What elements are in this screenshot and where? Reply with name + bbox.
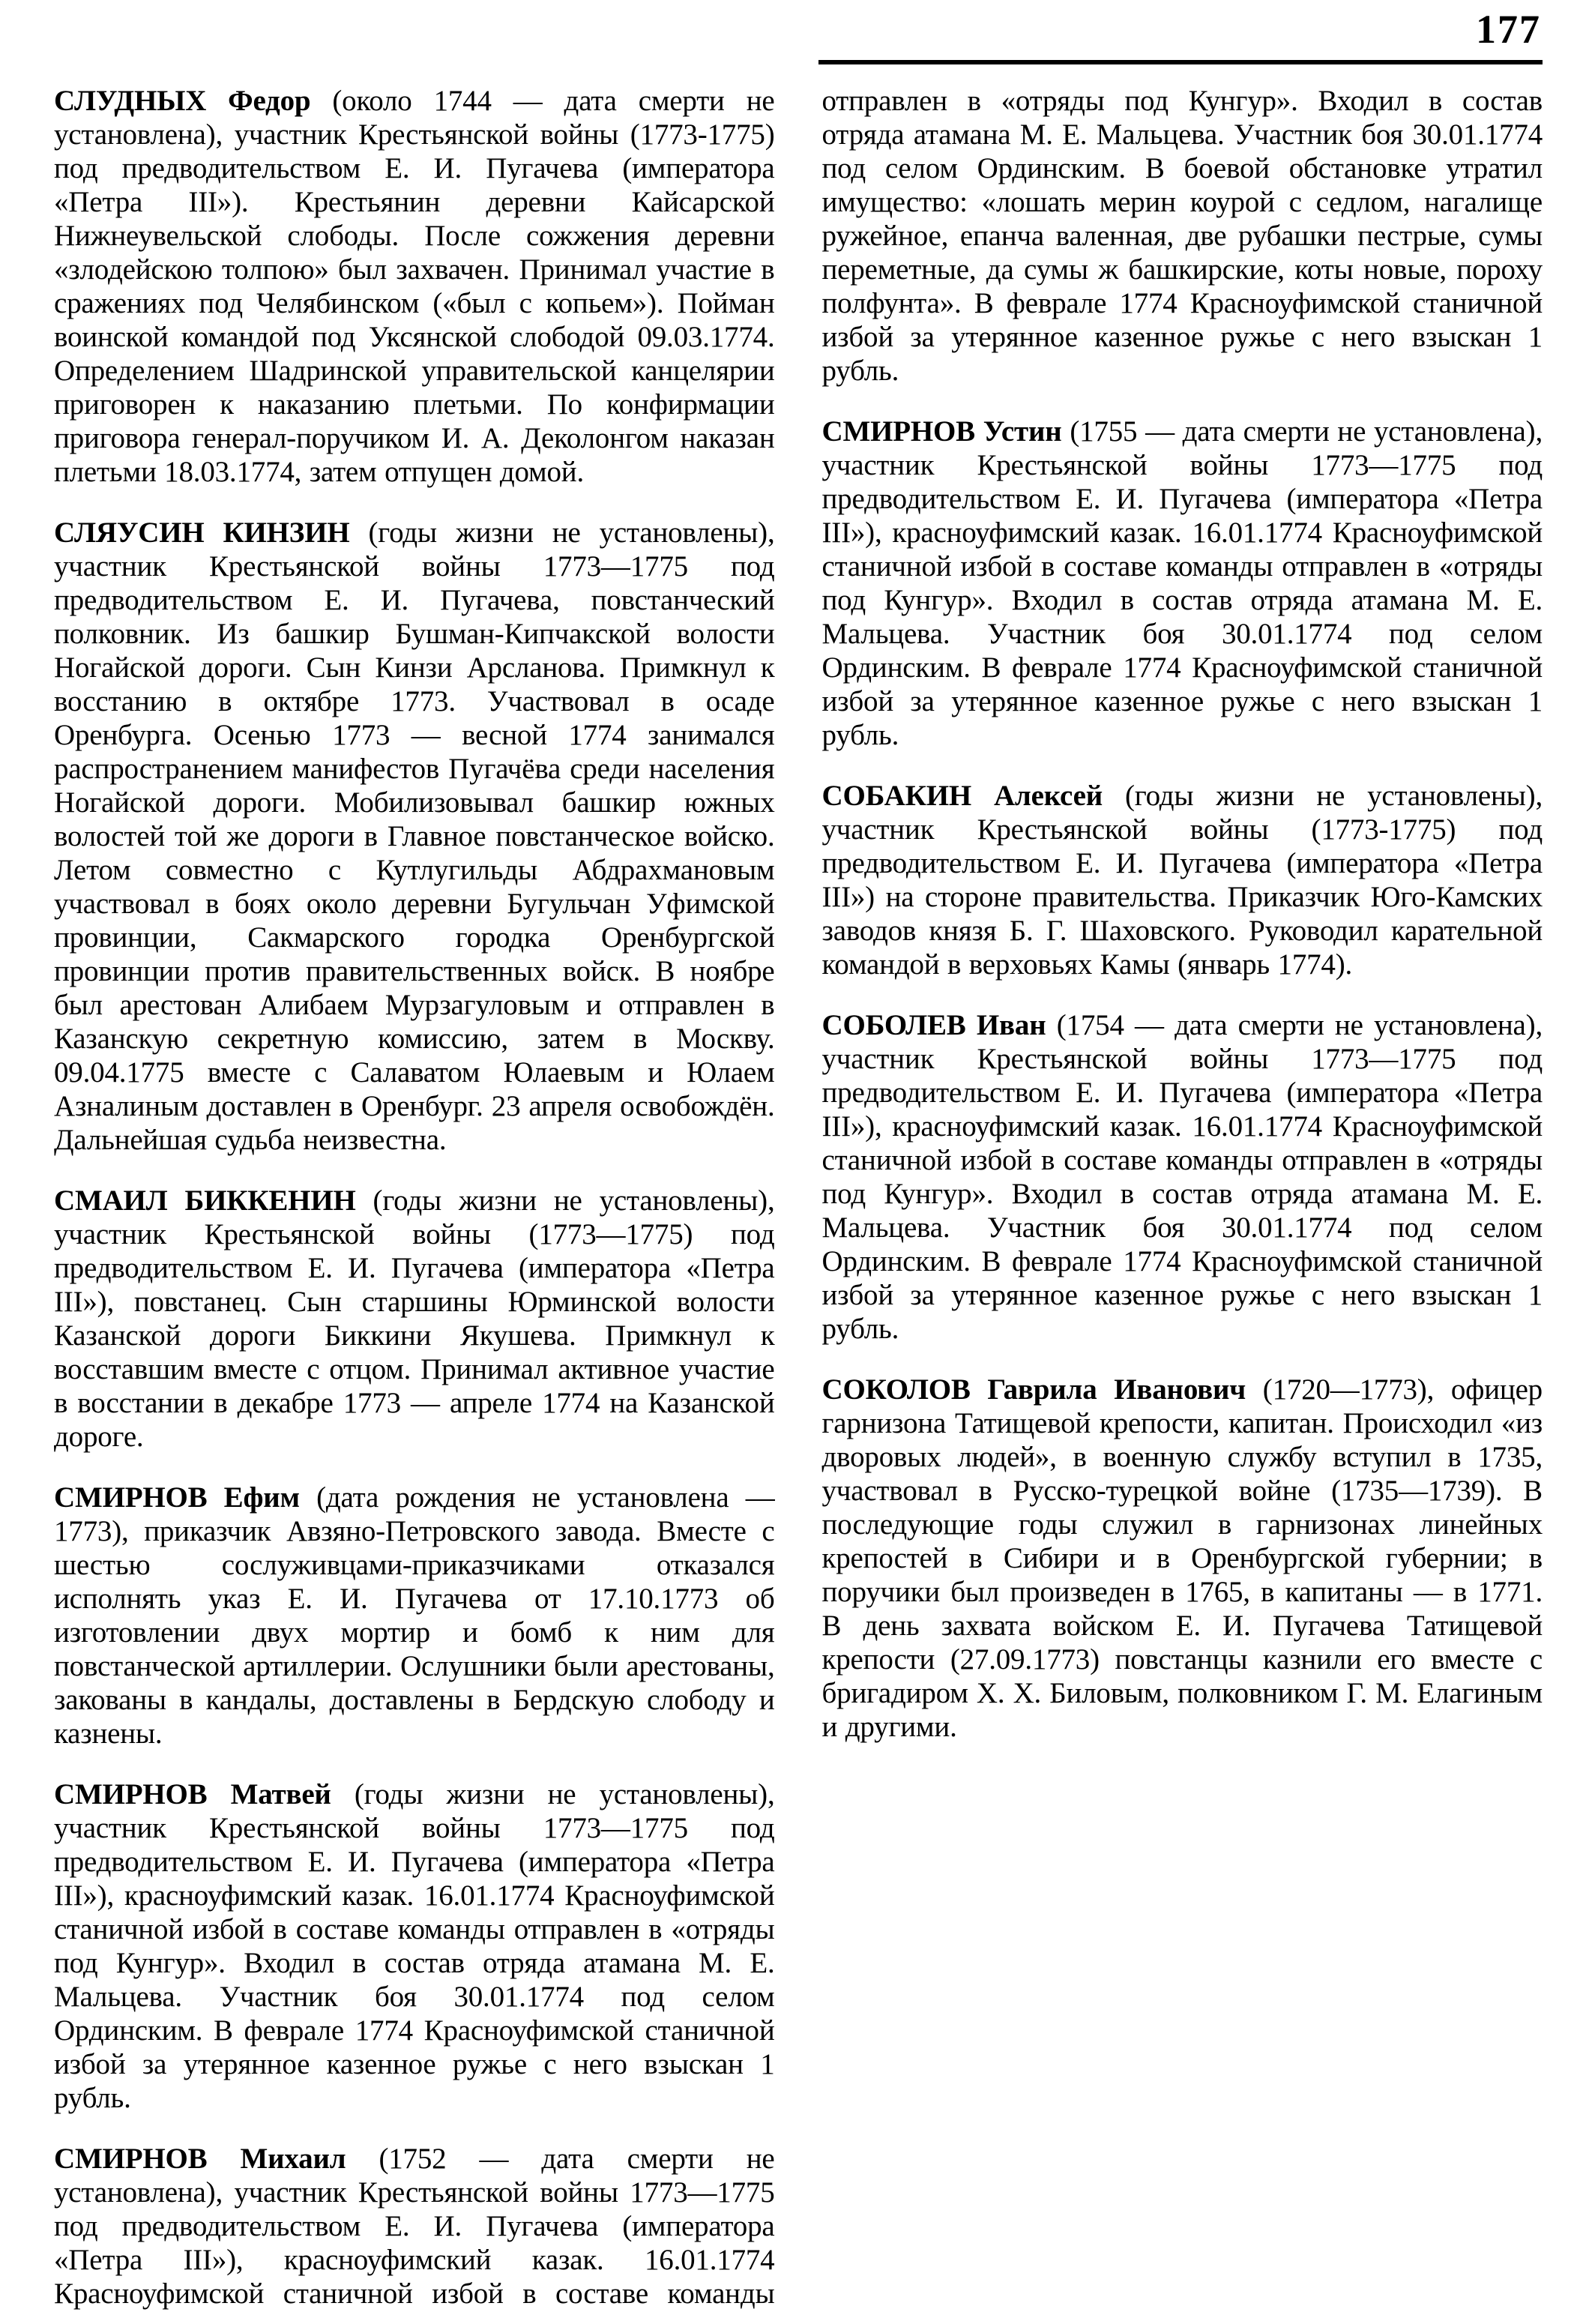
dictionary-entry (54, 1184, 775, 1454)
page-number: 177 (1476, 7, 1541, 52)
entry-headword: СМИРНОВ Матвей (54, 1778, 331, 1810)
entry-headword: СМИРНОВ Ефим (54, 1481, 300, 1514)
entry-text: (годы жизни не установлены), участник Крестьянской войны 1773—1775 под предводительством Е. И. Пугачева (императора «Петра III»), красноуфимский казак. 16.01.1774 Красноуфимской станичной избой в составе команды отправлен в «отряды под Кунгур». Входил в состав отряда атамана М. Е. Мальцева. Участник боя 30.01.1774 под селом Ординским. В феврале 1774 Красноуфимской станичной избой за утерянное казенное ружье с него взыскан 1 рубль. (54, 1778, 775, 2114)
dictionary-entry (54, 84, 775, 489)
dictionary-entry (822, 1373, 1543, 1744)
entry-text: (1720—1773), офицер гарнизона Татищевой крепости, капитан. Происходил «из дворовых людей», в военную службу вступил в 1735, участвовал в Русско-турецкой войне (1735—1739). В последующие годы служил в гарнизонах линейных крепостей в Сибири и в Оренбургской губернии; в поручики был произведен в 1765, в капитаны — в 1771. В день захвата войском Е. И. Пугачева Татищевой крепости (27.09.1773) повстанцы казнили его вместе с бригадиром Х. Х. Биловым, полковником Г. М. Елагиным и другими. (821, 1373, 1543, 1743)
entries-columns (54, 84, 1543, 2318)
entry-text: (годы жизни не установлены), участник Крестьянской войны 1773—1775 под предводительством Е. И. Пугачева, повстанческий полковник. Из башкир Бушман-Кипчакской волости Ногайской дороги. Сын Кинзи Арсланова. Примкнул к восстанию в октябре 1773. Участвовал в осаде Оренбурга. Осенью 1773 — весной 1774 занимался распространением манифестов Пугачёва среди населения Ногайской дороги. Мобилизовывал башкир южных волостей той же дороги в Главное повстанческое войско. Летом совместно с Кутлугильды Абдрахмановым участвовал в боях около деревни Бугульчан Уфимской провинции, Сакмарского городка Оренбургской провинции против правительственных войск. В ноябре был арестован Алибаем Мурзагуловым и отправлен в Казанскую секретную комиссию, затем в Москву. 09.04.1775 вместе с Салаватом Юлаевым и Юлаем Азналиным доставлен в Оренбург. 23 апреля освобождён. Дальнейшая судьба неизвестна. (54, 517, 775, 1156)
dictionary-entry (54, 1777, 775, 2115)
entry-text: (1752 — дата смерти не установлена), участник Крестьянской войны 1773—1775 под предводительством Е. И. Пугачева (императора «Петра III»), красноуфимский казак. 16.01.1774 Красноуфимской станичной избой в составе команды отправлен в «отряды под Кунгур». Входил в состав отряда атамана М. Е. Мальцева. Участник боя 30.01.1774 под селом Ординским. В боевой обстановке утратил имущество: «лошать мерин коурой с седлом, нагалище ружейное, епанча валенная, две рубашки пестрые, сумы переметные, да сумы ж башкирские, коты новые, пороху полфунта». В феврале 1774 Красноуфимской станичной избой за утерянное казенное ружье с него взыскан 1 рубль. (54, 85, 1543, 2310)
entry-text: (дата рождения не установлена — 1773), приказчик Авзяно-Петровского завода. Вместе с шестью сослуживцами-приказчиками отказался исполнять указ Е. И. Пугачева от 17.10.1773 об изготовлении двух мортир и бомб к ним для повстанческой артиллерии. Ослушники были арестованы, закованы в кандалы, доставлены в Бердскую слободу и казнены. (54, 1481, 775, 1750)
entry-headword: СОКОЛОВ Гаврила Иванович (821, 1373, 1246, 1406)
dictionary-entry (822, 415, 1543, 752)
header-rule (818, 60, 1543, 64)
entry-text: (около 1744 — дата смерти не установлена), участник Крестьянской войны (1773-1775) под предводительством Е. И. Пугачева (императора «Петра III»). Крестьянин деревни Кайсарской Нижнеувельской слободы. После сожжения деревни «злодейскою толпою» был захвачен. Принимал участие в сражениях под Челябинском («был с копьем»). Пойман воинской командой под Уксянской слободой 09.03.1774. Определением Шадринской управительской канцелярии приговорен к наказанию плетьми. По конфирмации приговора генерал-поручиком И. А. Деколонгом наказан плетьми 18.03.1774, затем отпущен домой. (54, 85, 775, 488)
entry-text: (годы жизни не установлены), участник Крестьянской войны (1773—1775) под предводительством Е. И. Пугачева (императора «Петра III»), повстанец. Сын старшины Юрминской волости Казанской дороги Биккини Якушева. Примкнул к восставшим вместе с отцом. Принимал активное участие в восстании в декабре 1773 — апреле 1774 на Казанской дороге. (54, 1184, 775, 1453)
entry-text: (1755 — дата смерти не установлена), участник Крестьянской войны 1773—1775 под предводительством Е. И. Пугачева (императора «Петра III»), красноуфимский казак. 16.01.1774 Красноуфимской станичной избой в составе команды отправлен в «отряды под Кунгур». Входил в состав отряда атамана М. Е. Мальцева. Участник боя 30.01.1774 под селом Ординским. В феврале 1774 Красноуфимской станичной избой за утерянное казенное ружье с него взыскан 1 рубль. (821, 415, 1543, 751)
entry-headword: СОБАКИН Алексей (821, 780, 1103, 812)
dictionary-entry (822, 1008, 1543, 1346)
entry-headword: СОБОЛЕВ Иван (821, 1009, 1046, 1041)
entry-headword: СМИРНОВ Михаил (54, 2143, 346, 2175)
entry-text: (1754 — дата смерти не установлена), участник Крестьянской войны 1773—1775 под предводительством Е. И. Пугачева (императора «Петра III»), красноуфимский казак. 16.01.1774 Красноуфимской станичной избой в составе команды отправлен в «отряды под Кунгур». Входил в состав отряда атамана М. Е. Мальцева. Участник боя 30.01.1774 под селом Ординским. В феврале 1774 Красноуфимской станичной избой за утерянное казенное ружье с него взыскан 1 рубль. (821, 1009, 1543, 1345)
dictionary-entry (54, 516, 775, 1157)
entry-text: (годы жизни не установлены), участник Крестьянской войны (1773-1775) под предводительством Е. И. Пугачева (императора «Петра III») на стороне правительства. Приказчик Юго-Камских заводов князя Б. Г. Шаховского. Руководил карательной командой в верховьях Камы (январь 1774). (821, 780, 1543, 981)
entry-headword: СМАИЛ БИККЕНИН (54, 1184, 356, 1217)
entry-headword: СЛЯУСИН КИНЗИН (54, 517, 350, 549)
dictionary-entry (54, 1481, 775, 1750)
entry-headword: СЛУДНЫХ Федор (54, 85, 311, 117)
entry-headword: СМИРНОВ Устин (821, 415, 1062, 448)
dictionary-entry (822, 779, 1543, 981)
